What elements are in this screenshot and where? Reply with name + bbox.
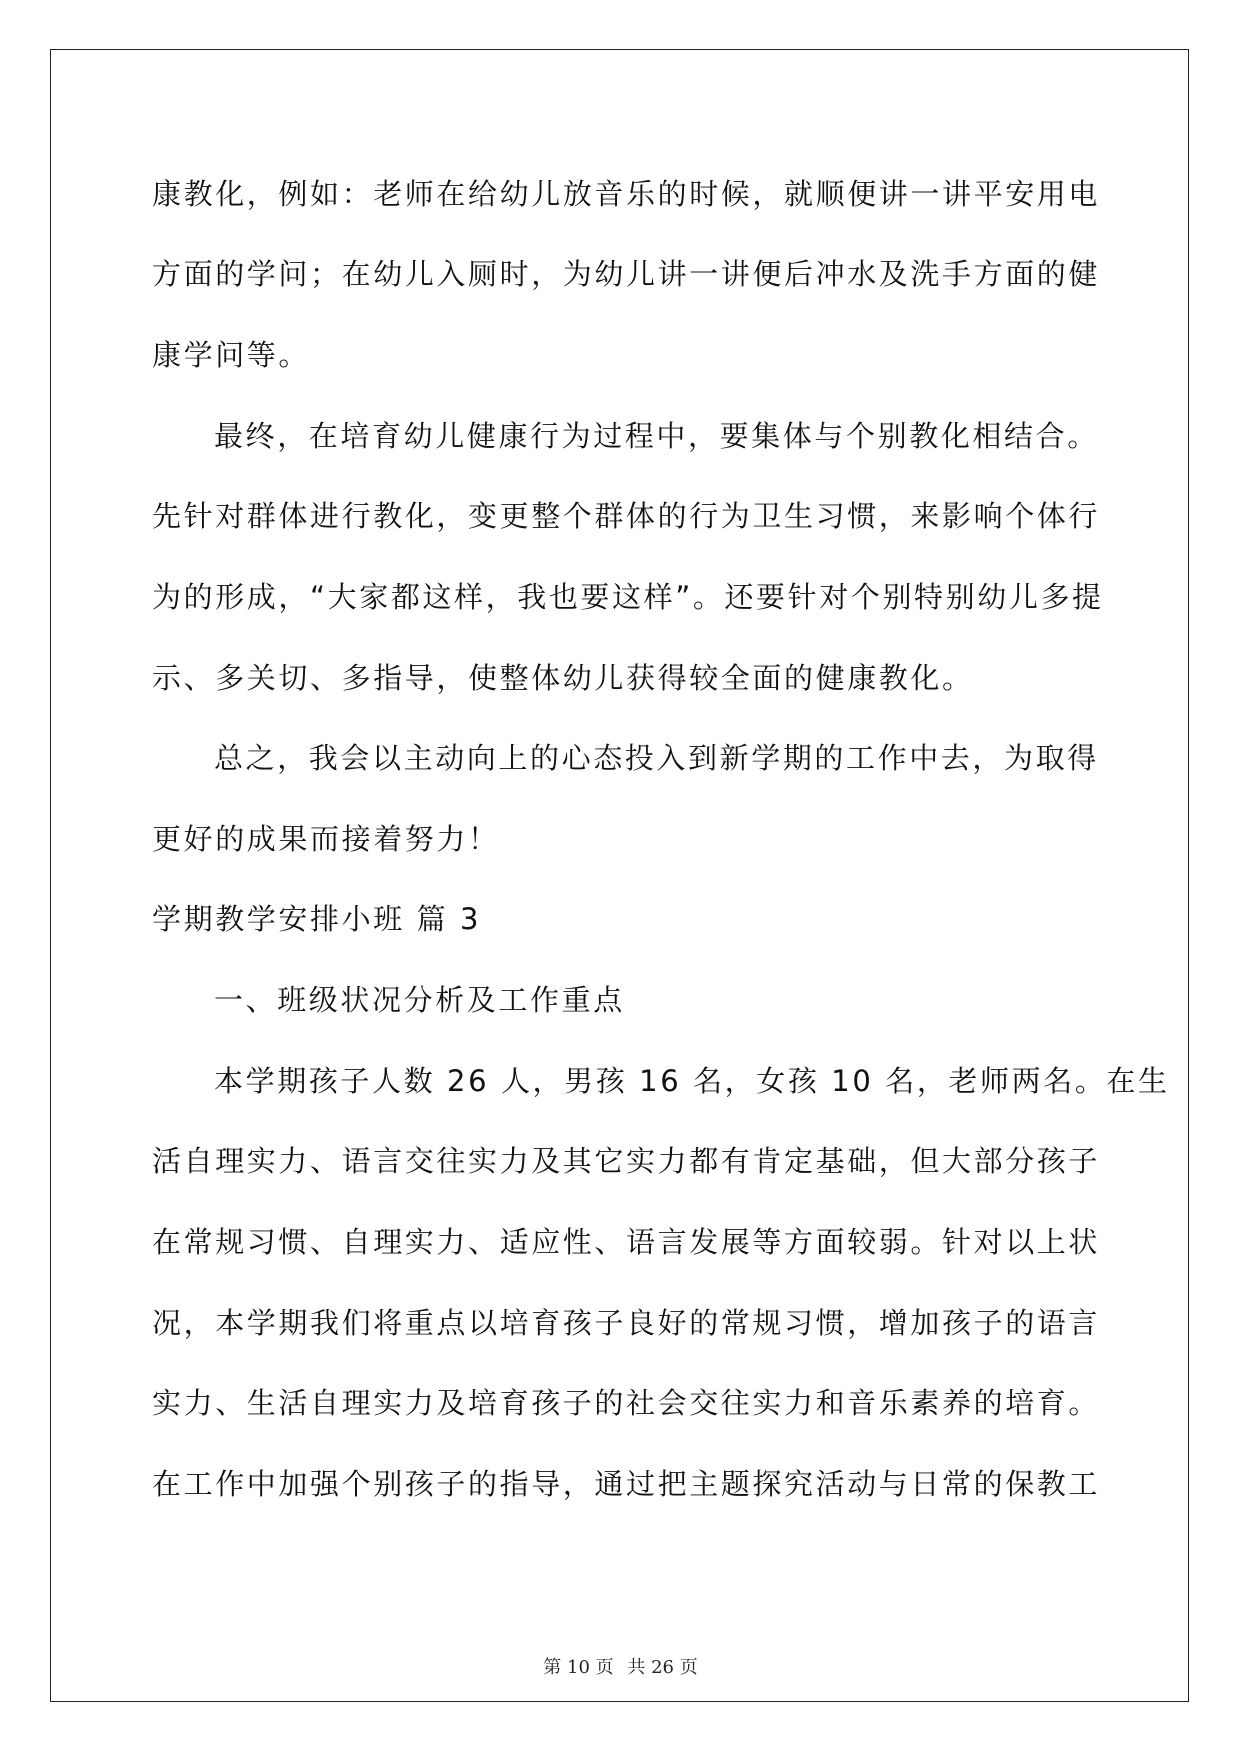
paragraph-line: 本学期孩子人数 26 人，男孩 16 名，女孩 10 名，老师两名。在生 [214, 1064, 1170, 1098]
text-line: 示、多关切、多指导，使整体幼儿获得较全面的健康教化。 [152, 661, 974, 695]
page-number: 第 10 页 [543, 1657, 614, 1678]
page-footer [0, 1656, 1241, 1680]
text-line: 康学问等。 [152, 338, 311, 372]
page-border [50, 49, 1189, 1702]
text-line: 为的形成，“大家都这样，我也要这样”。还要针对个别特别幼儿多提 [152, 580, 1104, 614]
text-line: 实力、生活自理实力及培育孩子的社会交往实力和音乐素养的培育。 [152, 1386, 1101, 1420]
total-pages: 共 26 页 [627, 1657, 698, 1678]
text-line: 活自理实力、语言交往实力及其它实力都有肯定基础，但大部分孩子 [152, 1144, 1101, 1178]
text-line: 更好的成果而接着努力！ [152, 822, 500, 856]
paragraph-line: 最终，在培育幼儿健康行为过程中，要集体与个别教化相结合。 [214, 419, 1099, 453]
text-line: 在工作中加强个别孩子的指导，通过把主题探究活动与日常的保教工 [152, 1467, 1101, 1501]
text-line: 方面的学问；在幼儿入厕时，为幼儿讲一讲便后冲水及洗手方面的健 [152, 257, 1101, 291]
subsection-heading: 一、班级状况分析及工作重点 [214, 983, 625, 1017]
text-line: 先针对群体进行教化，变更整个群体的行为卫生习惯，来影响个体行 [152, 499, 1101, 533]
text-line: 况，本学期我们将重点以培育孩子良好的常规习惯，增加孩子的语言 [152, 1306, 1101, 1340]
text-line: 在常规习惯、自理实力、适应性、语言发展等方面较弱。针对以上状 [152, 1225, 1101, 1259]
paragraph-line: 总之，我会以主动向上的心态投入到新学期的工作中去，为取得 [214, 741, 1099, 775]
text-line: 康教化，例如：老师在给幼儿放音乐的时候，就顺便讲一讲平安用电 [152, 177, 1101, 211]
section-heading: 学期教学安排小班 篇 3 [152, 902, 482, 936]
